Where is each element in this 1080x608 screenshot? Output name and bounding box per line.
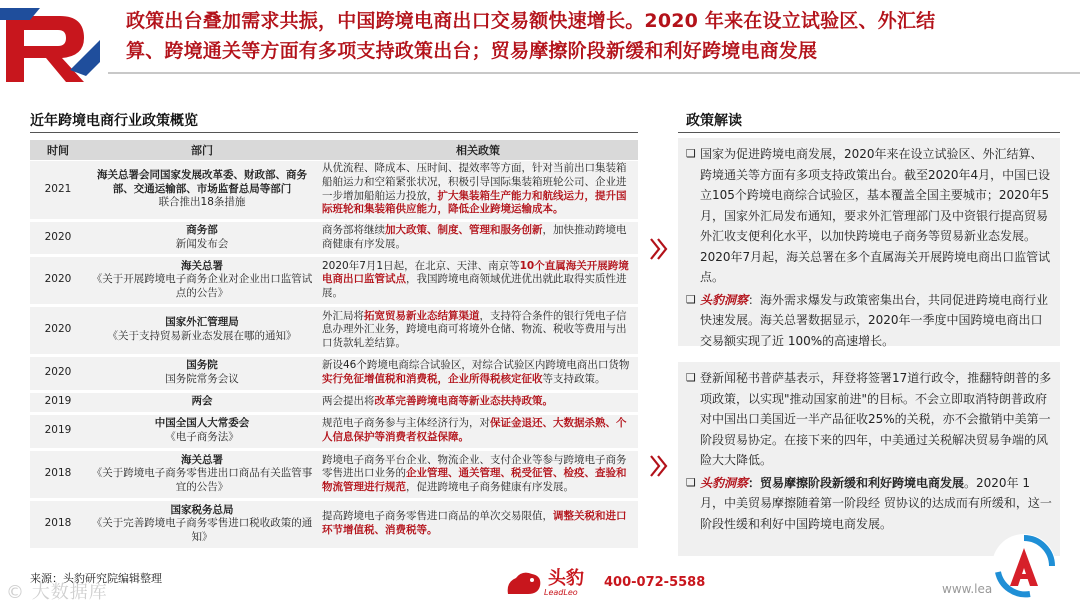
interpretation-box-1 bbox=[678, 138, 1060, 346]
bullet-paragraph bbox=[686, 368, 1052, 471]
brand-en: LeadLeo bbox=[544, 587, 578, 597]
row-dept bbox=[86, 355, 318, 391]
policy-highlight: 拓宽贸易新业态结算渠道 bbox=[364, 309, 480, 322]
row-policy bbox=[318, 413, 638, 449]
policy-text: 跨境电子商务平台企业、物流企业、支付企业等参与跨境电子商务零售进出口业务的 bbox=[322, 453, 627, 480]
left-section-rule bbox=[30, 132, 638, 133]
page-title bbox=[126, 6, 1076, 70]
dept-sub: 联合推出18条措施 bbox=[158, 196, 246, 209]
left-section-title: 近年跨境电商行业政策概览 bbox=[30, 113, 198, 129]
table-row bbox=[30, 413, 638, 449]
title-line-2: 算、跨境通关等方面有多项支持政策出台；贸易摩擦阶段新缓和利好跨境电商发展 bbox=[126, 40, 818, 62]
policy-text: 从优流程、降成本、压时间、提效率等方面，针对当前出口集装箱船舶运力和空箱紧张状况，积极引导国际集装箱班轮公司、企业进一步增加船舶运力投放， bbox=[322, 162, 627, 202]
dept-sub: 《关于开展跨境电子商务企业对企业出口监管试点的公告》 bbox=[91, 273, 313, 299]
row-policy bbox=[318, 160, 638, 220]
row-year: 2019 bbox=[30, 391, 86, 413]
table-row bbox=[30, 220, 638, 255]
watermark-left: © 大数据库 bbox=[6, 582, 108, 603]
col-header-dept: 部门 bbox=[86, 140, 318, 160]
insight-label: 头豹洞察 bbox=[700, 292, 749, 307]
leadleo-logo-icon bbox=[504, 568, 544, 598]
dept-name: 两会 bbox=[191, 395, 213, 408]
row-year: 2020 bbox=[30, 305, 86, 355]
dept-sub: 《关于完善跨境电子商务零售进口税收政策的通知》 bbox=[91, 517, 313, 543]
dept-sub: 《关于支持贸易新业态发展在哪的通知》 bbox=[107, 330, 297, 342]
title-divider bbox=[108, 72, 1080, 74]
watermark-right: www.lea bbox=[942, 582, 993, 596]
paragraph-text bbox=[700, 290, 1052, 352]
dept-sub: 《关于跨境电子商务零售进出口商品有关监管事宜的公告》 bbox=[91, 467, 313, 493]
dept-name: 中国全国人大常委会 bbox=[154, 417, 250, 430]
bullet-box-icon: ❑ bbox=[686, 292, 696, 306]
policy-highlight: 改革完善跨境电商等新业态扶持政策。 bbox=[374, 395, 553, 408]
dept-name: 海关总署 bbox=[181, 259, 223, 272]
policy-highlight: 扩大集装箱生产能力和航线运力，提升国际班轮和集装箱供应能力，降低企业跨境运输成本。 bbox=[322, 189, 627, 216]
arrow-right-icon bbox=[650, 238, 668, 260]
policy-text: 外汇局将 bbox=[322, 309, 364, 322]
dept-name: 海关总署会同国家发展改革委、财政部、商务部、交通运输部、市场监督总局等部门 bbox=[97, 169, 307, 195]
bullet-box-icon: ❑ bbox=[686, 147, 696, 160]
row-year: 2021 bbox=[30, 160, 86, 220]
company-logo-icon bbox=[0, 0, 108, 92]
table-header-row bbox=[30, 140, 638, 160]
col-header-policy: 相关政策 bbox=[318, 140, 638, 160]
paragraph-text: 国家为促进跨境电商发展，2020年来在设立试验区、外汇结算、跨境通关等方面有多项支持政策出台。截至2020年4月，中国已设立105个跨境电商综合试验区，基本覆盖全国主要城市；2020年5月，国家外汇局发布通知，要求外汇管理部门及中资银行提高贸易外汇收支便利化水平，以加快跨境电子商务等贸易新业态发展。2020年7月起，海关总署在多个直属海关开展跨境电商出口监管试点。 bbox=[700, 147, 1051, 284]
policy-text-post: ，促进跨境电子商务健康有序发展。 bbox=[406, 480, 574, 493]
policy-text: 新设46个跨境电商综合试验区，对综合试验区内跨境电商出口货物 bbox=[322, 359, 630, 372]
policy-text-post: ，我国跨境电商领域优进优出就此取得实质性进展。 bbox=[322, 273, 627, 299]
bullet-paragraph bbox=[686, 290, 1052, 352]
row-policy bbox=[318, 220, 638, 255]
row-dept bbox=[86, 305, 318, 355]
dept-name: 国家外汇管理局 bbox=[165, 316, 239, 329]
table-row bbox=[30, 355, 638, 391]
row-year: 2018 bbox=[30, 449, 86, 499]
row-dept bbox=[86, 499, 318, 549]
row-dept bbox=[86, 449, 318, 499]
row-year: 2020 bbox=[30, 220, 86, 255]
policy-highlight: 企业管理、通关管理、税受征管、检疫、查验和物流管理进行规范 bbox=[322, 467, 627, 493]
table-row bbox=[30, 449, 638, 499]
bullet-paragraph bbox=[686, 473, 1052, 535]
interpretation-box-2 bbox=[678, 362, 1060, 556]
table-row bbox=[30, 391, 638, 413]
right-section-title: 政策解读 bbox=[686, 113, 742, 129]
a-logo-icon bbox=[990, 532, 1058, 600]
policy-text-post: 等支持政策。 bbox=[542, 373, 606, 385]
table-row bbox=[30, 499, 638, 549]
brand-logo bbox=[504, 568, 584, 598]
row-policy bbox=[318, 305, 638, 355]
insight-label: 头豹洞察 bbox=[700, 475, 749, 490]
row-dept bbox=[86, 413, 318, 449]
row-year: 2020 bbox=[30, 255, 86, 305]
brand-name: 头豹 bbox=[548, 567, 584, 589]
policy-text: 2020年7月1日起，在北京、天津、南京等 bbox=[322, 259, 520, 272]
right-section-rule bbox=[678, 132, 1060, 133]
row-policy bbox=[318, 391, 638, 413]
insight-text: 。2020年 1 月，中美贸易摩擦随着第一阶段经 贸协议的达成而有所缓和，这一阶段性缓和利好中国跨境电商发展。 bbox=[700, 475, 1052, 531]
bullet-paragraph bbox=[686, 144, 1052, 288]
dept-name: 商务部 bbox=[186, 223, 218, 236]
dept-name: 海关总署 bbox=[181, 453, 223, 466]
dept-sub: 《电子商务法》 bbox=[165, 431, 239, 443]
dept-sub: 新闻发布会 bbox=[175, 237, 229, 250]
row-policy bbox=[318, 499, 638, 549]
dept-name: 国务院 bbox=[186, 359, 218, 372]
table-row bbox=[30, 255, 638, 305]
dept-name: 国家税务总局 bbox=[170, 503, 234, 516]
title-line-1: 政策出台叠加需求共振，中国跨境电商出口交易额快速增长。2020 年来在设立试验区、外汇结 bbox=[126, 10, 936, 32]
col-header-time: 时间 bbox=[30, 140, 86, 160]
row-policy bbox=[318, 255, 638, 305]
policy-text: 商务部将继续 bbox=[322, 223, 385, 236]
table-row bbox=[30, 160, 638, 220]
arrow-right-icon bbox=[650, 455, 668, 477]
phone-number: 400-072-5588 bbox=[604, 575, 706, 590]
policy-text: 提高跨境电子商务零售进口商品的单次交易限值， bbox=[322, 510, 553, 523]
policy-text-post: ，加快推动跨境电商健康有序发展。 bbox=[322, 223, 627, 250]
row-policy bbox=[318, 449, 638, 499]
row-policy bbox=[318, 355, 638, 391]
row-dept bbox=[86, 255, 318, 305]
bullet-box-icon: ❑ bbox=[686, 371, 696, 384]
row-year: 2018 bbox=[30, 499, 86, 549]
policy-text: 规范电子商务参与主体经济行为，对 bbox=[322, 417, 490, 430]
bullet-box-icon: ❑ bbox=[686, 475, 696, 489]
table-row bbox=[30, 305, 638, 355]
policy-highlight: 调整关税和进口环节增值税、消费税等。 bbox=[322, 510, 627, 536]
paragraph-text bbox=[700, 473, 1052, 535]
row-dept bbox=[86, 220, 318, 255]
insight-text: ：海外需求爆发与政策密集出台，共同促进跨境电商行业快速发展。海关总署数据显示，2020年一季度中国跨境电商出口交易额实现了近 100%的高速增长。 bbox=[700, 292, 1049, 348]
dept-sub: 国务院常务会议 bbox=[165, 373, 239, 385]
paragraph-text: 登新闻秘书普萨基表示，拜登将签署17道行政令，推翻特朗普的多项政策，以实现"推动国家前进"的目标。不会立即取消特朗普政府对中国出口美国近一半产品征收25%的关税，亦不会撤销中美第一阶段贸易协定。在接下来的四年，中美通过关税解决贸易争端的风险大大降低。 bbox=[700, 371, 1052, 467]
policy-highlight: 实行免征增值税和消费税，企业所得税核定征收 bbox=[322, 373, 543, 385]
row-year: 2020 bbox=[30, 355, 86, 391]
policy-text-post: ，支持符合条件的银行凭电子信息办理外汇业务，跨境电商可将境外仓储、物流、税收等费用与出口货款轧差结算。 bbox=[322, 309, 627, 349]
source-note: 来源：头豹研究院编辑整理 bbox=[30, 572, 162, 585]
policy-highlight: 加大政策、制度、管理和服务创新 bbox=[385, 223, 543, 236]
policy-table bbox=[30, 140, 638, 551]
policy-text: 两会提出将 bbox=[322, 395, 375, 408]
row-dept bbox=[86, 391, 318, 413]
row-year: 2019 bbox=[30, 413, 86, 449]
insight-bold: ：贸易摩擦阶段新缓和利好跨境电商发展 bbox=[748, 475, 965, 490]
row-dept bbox=[86, 160, 318, 220]
policy-highlight: 10个直属海关开展跨境电商出口监管试点 bbox=[322, 259, 629, 286]
policy-highlight: 保证金退还、大数据杀熟、个人信息保护等消费者权益保障。 bbox=[322, 417, 627, 443]
